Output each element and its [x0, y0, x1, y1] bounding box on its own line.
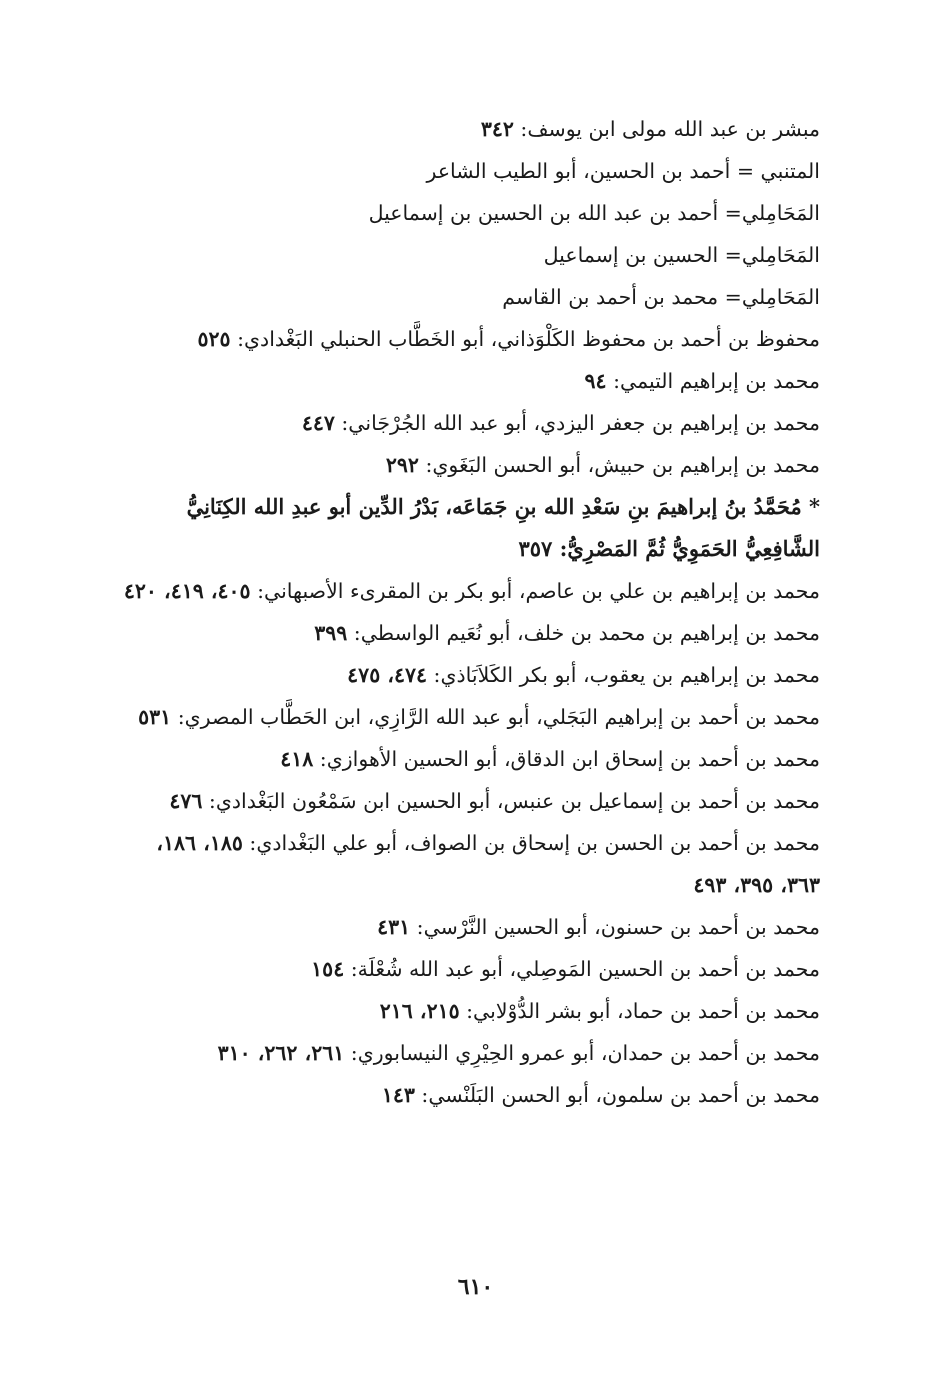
entry-separator: :: [418, 453, 433, 477]
index-entry: [118, 822, 820, 906]
entry-name: محمد بن أحمد بن حماد، أبو بشر الدُّوْلابي: [473, 999, 820, 1023]
entry-name: مبشر بن عبد الله مولى ابن يوسف: [527, 117, 820, 141]
entry-name: محفوظ بن أحمد بن محفوظ الكَلْوَذاني، أبو الخَطَّاب الحنبلي البَغْدادي: [244, 327, 820, 351]
entry-pages: ٣٤٢: [480, 117, 514, 141]
page-number: ٦١٠: [457, 1274, 494, 1300]
entry-name: محمد بن إبراهيم بن يعقوب، أبو بكر الكَلاَبَاذي: [440, 663, 820, 687]
index-entry: [118, 1074, 820, 1116]
entry-separator: :: [347, 621, 361, 645]
entry-name: محمد بن إبراهيم بن جعفر اليزدي، أبو عبد الله الجُرْجَاني: [348, 411, 820, 435]
index-entry: [118, 192, 820, 234]
entry-separator: :: [230, 327, 245, 351]
entry-separator: :: [459, 999, 474, 1023]
entry-pages: ٢٦١، ٢٦٢، ٣١٠: [217, 1041, 345, 1065]
entry-name: محمد بن أحمد بن إسحاق ابن الدقاق، أبو الحسين الأهوازي: [326, 747, 820, 771]
index-entry: [118, 444, 820, 486]
entry-name: محمد بن أحمد بن حسنون، أبو الحسين النَّرْسي: [423, 915, 820, 939]
entry-pages: ٩٤: [584, 369, 607, 393]
entry-name: محمد بن أحمد بن إسماعيل بن عنبس، أبو الحسين ابن سَمْعُون البَغْدادي: [215, 789, 820, 813]
entry-name: محمد بن أحمد بن حمدان، أبو عمرو الحِيْرِي النيسابوري: [357, 1041, 820, 1065]
index-entry: [118, 360, 820, 402]
entry-separator: :: [427, 663, 441, 687]
entry-name: محمد بن إبراهيم التيمي: [620, 369, 820, 393]
entry-separator: :: [513, 117, 528, 141]
entry-name: * مُحَمَّدُ بنُ إبراهيمَ بنِ سَعْدِ الله بنِ جَمَاعَه، بَدْرُ الدِّين أبو عبدِ الله الكِنَانِيُّ الشَّافِعِيُّ الحَمَوِيُّ ثُمَّ المَصْرِيُّ: [186, 494, 820, 561]
entry-pages: ٣٩٩: [314, 621, 348, 645]
index-entry: [118, 654, 820, 696]
index-entry: [118, 570, 820, 612]
entry-separator: :: [334, 411, 349, 435]
entry-name: محمد بن أحمد بن الحسن بن إسحاق بن الصواف، أبو علي البَغْدادي: [256, 831, 820, 855]
entry-pages: ٤٣١: [377, 915, 411, 939]
entry-separator: :: [606, 369, 620, 393]
entry-pages: ٤١٨: [280, 747, 314, 771]
entry-separator: :: [242, 831, 257, 855]
index-list: [118, 108, 820, 1116]
index-entry: [118, 486, 820, 570]
entry-pages: ٤٧٦: [169, 789, 203, 813]
entry-separator: :: [313, 747, 327, 771]
entry-name: محمد بن إبراهيم بن محمد بن خلف، أبو نُعَيم الواسطي: [360, 621, 820, 645]
entry-pages: ٤٤٧: [301, 411, 335, 435]
entry-separator: :: [414, 1083, 429, 1107]
entry-pages: ٤٠٥، ٤١٩، ٤٢٠: [123, 579, 251, 603]
entry-pages: ١٥٤: [311, 957, 345, 981]
entry-pages: ٥٢٥: [197, 327, 231, 351]
index-entry: [118, 276, 820, 318]
entry-name: محمد بن أحمد بن سلمون، أبو الحسن البَلَنْسي: [428, 1083, 820, 1107]
entry-pages: ٥٣١: [138, 705, 172, 729]
entry-name: المَحَامِلي= أحمد بن عبد الله بن الحسين بن إسماعيل: [368, 201, 820, 225]
index-entry: [118, 738, 820, 780]
index-entry: [118, 948, 820, 990]
index-entry: [118, 990, 820, 1032]
entry-name: المتنبي = أحمد بن الحسين، أبو الطيب الشاعر: [426, 159, 820, 183]
entry-separator: :: [552, 536, 568, 561]
index-entry: [118, 612, 820, 654]
index-entry: [118, 1032, 820, 1074]
entry-separator: :: [344, 957, 358, 981]
entry-separator: :: [250, 579, 264, 603]
entry-pages: ٢٩٢: [385, 453, 419, 477]
entry-name: المَحَامِلي= الحسين بن إسماعيل: [543, 243, 820, 267]
entry-separator: :: [171, 705, 185, 729]
entry-name: محمد بن إبراهيم بن حبيش، أبو الحسن البَغَوي: [432, 453, 820, 477]
index-entry: [118, 696, 820, 738]
entry-pages: ٢١٥، ٢١٦: [379, 999, 460, 1023]
entry-pages: ٣٥٧: [518, 536, 553, 561]
index-entry: [118, 150, 820, 192]
index-entry: [118, 906, 820, 948]
entry-name: المَحَامِلي= محمد بن أحمد بن القاسم: [502, 285, 820, 309]
entry-name: محمد بن أحمد بن إبراهيم البَجَلي، أبو عبد الله الرَّازِي، ابن الحَطَّاب المصري: [184, 705, 820, 729]
index-entry: [118, 318, 820, 360]
index-entry: [118, 402, 820, 444]
entry-name: محمد بن إبراهيم بن علي بن عاصم، أبو بكر بن المقرىء الأصبهاني: [263, 579, 820, 603]
entry-pages: ١٨٥، ١٨٦، ٣٦٣، ٣٩٥، ٤٩٣: [156, 831, 820, 897]
entry-separator: :: [410, 915, 424, 939]
entry-separator: :: [202, 789, 216, 813]
index-entry: [118, 780, 820, 822]
index-entry: [118, 108, 820, 150]
entry-pages: ٤٧٤، ٤٧٥: [347, 663, 428, 687]
index-entry: [118, 234, 820, 276]
entry-pages: ١٤٣: [381, 1083, 415, 1107]
entry-separator: :: [344, 1041, 358, 1065]
entry-name: محمد بن أحمد بن الحسين المَوصِلي، أبو عبد الله شُعْلَة: [357, 957, 820, 981]
